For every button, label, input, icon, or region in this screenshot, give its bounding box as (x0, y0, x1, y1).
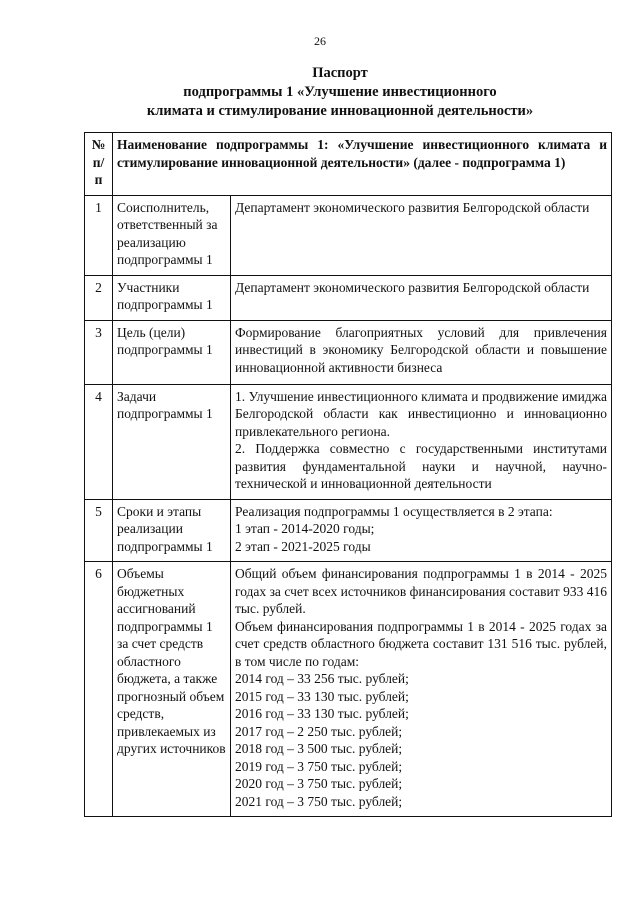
row-content-line: 2019 год – 3 750 тыс. рублей; (235, 758, 403, 774)
row-content-line: 2. Поддержка совместно с государственными институтами развития фундаментальной науки и научной, научно-технической и инновационной деятельности (235, 441, 607, 491)
row-num: 3 (85, 320, 113, 384)
table-header-row (85, 133, 612, 196)
header-subprogram-name: Наименование подпрограммы 1: «Улучшение инвестиционного климата и стимулирование инновационной деятельности» (далее - подпрограмма 1) (113, 133, 612, 196)
row-content-line: 2 этап - 2021-2025 годы (235, 538, 371, 554)
row-num: 6 (85, 562, 113, 817)
title-line-1: Паспорт (312, 65, 368, 81)
row-content-line: 1. Улучшение инвестиционного климата и продвижение имиджа Белгородской области как инвестиционно и инновационно привлекательного региона. (235, 388, 607, 439)
row-label: Соисполнитель, ответственный за реализацию подпрограммы 1 (113, 195, 231, 275)
row-num: 4 (85, 384, 113, 499)
table-row (85, 320, 612, 384)
row-num: 2 (85, 275, 113, 320)
row-content (231, 499, 612, 562)
page-number: 26 (314, 34, 326, 48)
row-content-line: 2015 год – 33 130 тыс. рублей; (235, 688, 409, 704)
table-row (85, 195, 612, 275)
row-label: Участники подпрограммы 1 (113, 275, 231, 320)
row-content-line: 2016 год – 33 130 тыс. рублей; (235, 706, 409, 721)
row-content-line: Департамент экономического развития Белгородской области (235, 199, 590, 215)
row-content (231, 384, 612, 499)
row-content-line: 2020 год – 3 750 тыс. рублей; (235, 776, 403, 791)
row-content (231, 275, 612, 320)
row-content (231, 195, 612, 275)
row-content-line: Общий объем финансирования подпрограммы 1 в 2014 - 2025 годах за счет всех источников финансирования составит 933 416 тыс. рублей. (235, 566, 607, 616)
row-content-line: Реализация подпрограммы 1 осуществляется в 2 этапа: (235, 503, 553, 519)
row-content-line: Департамент экономического развития Белгородской области (235, 279, 590, 295)
header-num: № п/п (85, 133, 113, 196)
row-content-line: 1 этап - 2014-2020 годы; (235, 521, 375, 536)
passport-table (84, 132, 612, 817)
row-content-line: Формирование благоприятных условий для привлечения инвестиций в экономику Белгородской области и повышение инновационной активности бизнеса (235, 324, 607, 375)
title-line-3: климата и стимулирование инновационной деятельности» (146, 103, 534, 119)
row-content-line: Объем финансирования подпрограммы 1 в 2014 - 2025 годах за счет средств областного бюджета составит 131 516 тыс. рублей, в том числе по годам: (235, 618, 607, 669)
row-content-line: 2018 год – 3 500 тыс. рублей; (235, 741, 403, 756)
row-num: 5 (85, 499, 113, 562)
document-title (60, 64, 620, 121)
table-row (85, 499, 612, 562)
table-row (85, 275, 612, 320)
row-content-line: 2014 год – 33 256 тыс. рублей; (235, 671, 409, 686)
row-label: Сроки и этапы реализации подпрограммы 1 (113, 499, 231, 562)
row-label: Цель (цели) подпрограммы 1 (113, 320, 231, 384)
title-line-2: подпрограммы 1 «Улучшение инвестиционного (183, 84, 497, 100)
table-row (85, 562, 612, 817)
row-content-line: 2021 год – 3 750 тыс. рублей; (235, 793, 403, 809)
row-content (231, 562, 612, 817)
row-num: 1 (85, 195, 113, 275)
row-label: Объемы бюджетных ассигнований подпрограммы 1 за счет средств областного бюджета, а также прогнозный объем средств, привлекаемых из других источников (113, 562, 231, 817)
row-content-line: 2017 год – 2 250 тыс. рублей; (235, 723, 403, 739)
row-content (231, 320, 612, 384)
row-label: Задачи подпрограммы 1 (113, 384, 231, 499)
table-row (85, 384, 612, 499)
